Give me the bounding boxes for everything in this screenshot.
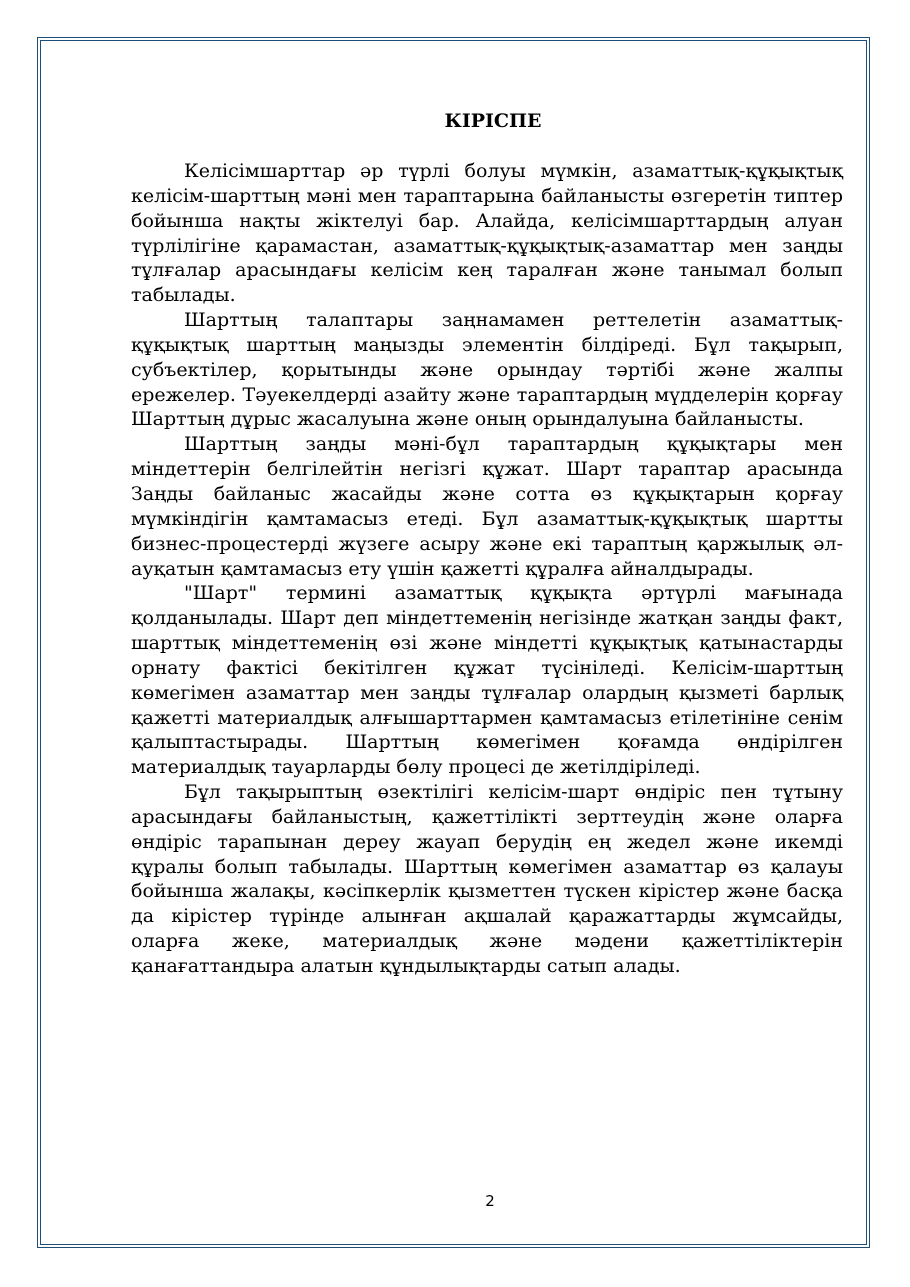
paragraph-3: Шарттың заңды мәні-бұл тараптардың құқықтары мен міндеттерін белгілейтін негізгі құжат. Шарт тараптар арасында Заңды байланыс жасайды және сотта өз құқықтарын қорғау мүмкіндігін қамтамасыз етеді. Бұл азаматтық-құқықтық шартты бизнес-процестерді жүзеге асыру және екі тараптың қаржылық әл-ауқатын қамтамасыз ету үшін қажетті құралға айналдырады. xyxy=(131,433,843,580)
paragraph-5: Бұл тақырыптың өзектілігі келісім-шарт өндіріс пен тұтыну арасындағы байланыстың, қажеттілікті зерттеудің және оларға өндіріс тарапынан дереу жауап берудің ең жедел және икемді құралы болып табылады. Шарттың көмегімен азаматтар өз қалауы бойынша жалақы, кәсіпкерлік қызметтен түскен кірістер және басқа да кірістер түрінде алынған ақшалай қаражаттарды жұмсайды, оларға жеке, материалдық және мәдени қажеттіліктерін қанағаттандыра алатын құндылықтарды сатып алады. xyxy=(131,781,843,977)
document-body xyxy=(131,108,843,979)
paragraph-2: Шарттың талаптары заңнамамен реттелетін азаматтық-құқықтық шарттың маңызды элементін білдіреді. Бұл тақырып, субъектілер, қорытынды және орындау тәртібі және жалпы ережелер. Тәуекелдерді азайту және тараптардың мүдделерін қорғау Шарттың дұрыс жасалуына және оның орындалуына байланысты. xyxy=(131,309,843,431)
paragraph-4: "Шарт" термині азаматтық құқықта әртүрлі мағынада қолданылады. Шарт деп міндеттеменің негізінде жатқан заңды факт, шарттық міндеттеменің өзі және міндетті құқықтық қатынастарды орнату фактісі бекітілген құжат түсініледі. Келісім-шарттың көмегімен азаматтар мен заңды тұлғалар олардың қызметі барлық қажетті материалдық алғышарттармен қамтамасыз етілетініне сенім қалыптастырады. Шарттың көмегімен қоғамда өндірілген материалдық тауарларды бөлу процесі де жетілдіріледі. xyxy=(131,582,843,779)
page-title: КІРІСПЕ xyxy=(444,110,542,132)
page-number: 2 xyxy=(485,1192,495,1210)
paragraph-1: Келісімшарттар әр түрлі болуы мүмкін, азаматтық-құқықтық келісім-шарттың мәні мен тараптарына байланысты өзгеретін типтер бойынша нақты жіктелуі бар. Алайда, келісімшарттардың алуан түрлілігіне қарамастан, азаматтық-құқықтық-азаматтар мен заңды тұлғалар арасындағы келісім кең таралған және танымал болып табылады. xyxy=(131,160,843,307)
